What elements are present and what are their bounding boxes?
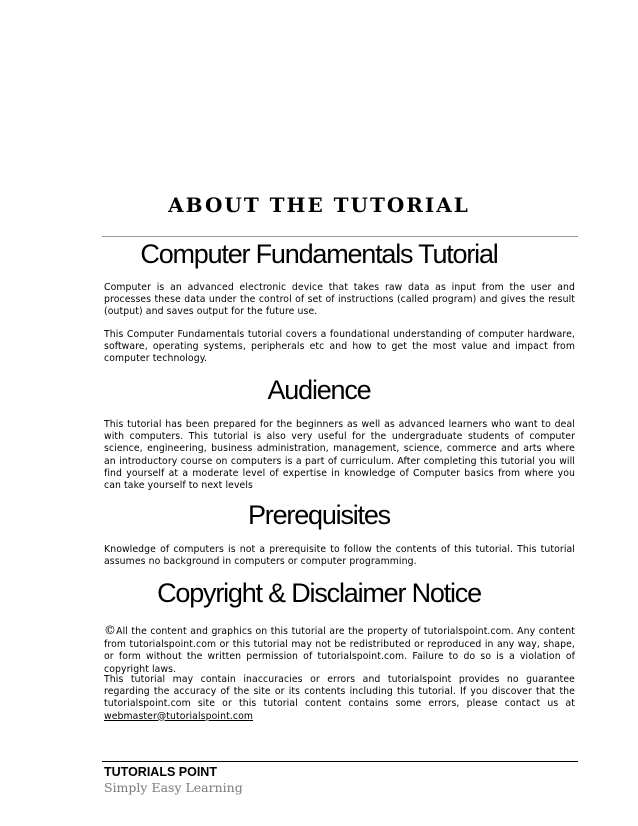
intro-paragraph-1: Computer is an advanced electronic device that takes raw data as input from the user and processes these data under the control of set of instructions (called program) and gives the result (output) and saves output for the future use. [104, 282, 575, 318]
footer-brand: TUTORIALS POINT [104, 765, 217, 779]
footer-tagline: Simply Easy Learning [104, 780, 243, 795]
section-title-audience: Audience [267, 375, 371, 405]
disclaimer-paragraph [104, 674, 575, 723]
contact-email-link[interactable]: webmaster@tutorialspoint.com [104, 710, 254, 722]
heading-divider [102, 236, 578, 237]
section-title-prerequisites: Prerequisites [248, 500, 390, 530]
copyright-paragraph-1 [104, 624, 575, 676]
copyright-symbol: © [104, 623, 117, 637]
copyright-paragraph-1-text: All the content and graphics on this tutorial are the property of tutorialspoint.com. Any content from tutorialspoint.com or this tutorial may not be redistributed or reproduced in any way, shape, or form without the written permission of tutorialspoint.com. Failure to do so is a violation of copyright laws. [104, 626, 575, 675]
prerequisites-paragraph: Knowledge of computers is not a prerequisite to follow the contents of this tutorial. This tutorial assumes no background in computers or computer programming. [104, 544, 575, 568]
intro-paragraph-2: This Computer Fundamentals tutorial covers a foundational understanding of computer hardware, software, operating systems, peripherals etc and how to get the most value and impact from computer technology. [104, 329, 575, 365]
disclaimer-paragraph-text: This tutorial may contain inaccuracies or errors and tutorialspoint provides no guarantee regarding the accuracy of the site or its contents including this tutorial. If you discover that the tutorialspoint.com site or this tutorial content contains some errors, please contact us at [104, 674, 575, 710]
section-title-copyright: Copyright & Disclaimer Notice [157, 578, 481, 608]
footer-divider [102, 761, 578, 762]
audience-paragraph: This tutorial has been prepared for the beginners as well as advanced learners who want to deal with computers. This tutorial is also very useful for the undergraduate students of computer science, engineering, business administration, management, science, commerce and arts where an introductory course on computers is a part of curriculum. After completing this tutorial you will find yourself at a moderate level of expertise in knowledge of Computer basics from where you can take yourself to next levels [104, 419, 575, 492]
page-heading: ABOUT THE TUTORIAL [168, 193, 470, 217]
section-title-computer-fundamentals: Computer Fundamentals Tutorial [140, 239, 498, 269]
